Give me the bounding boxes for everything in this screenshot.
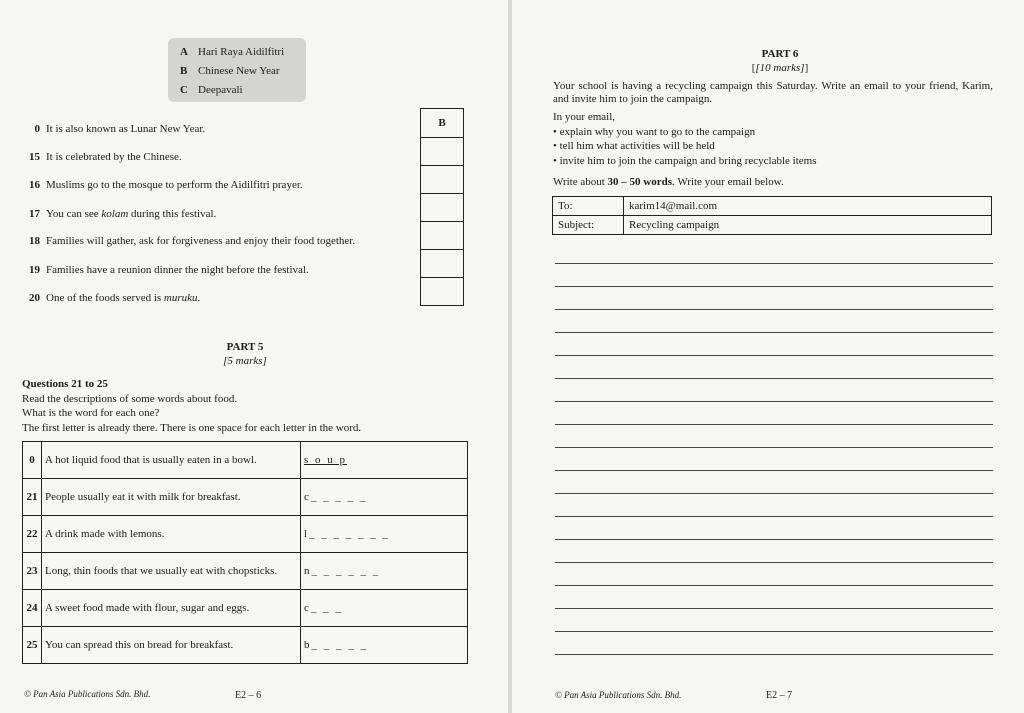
row-answer[interactable] xyxy=(301,479,468,516)
part5-title: PART 5 xyxy=(226,341,264,353)
part6-bullet-1: • explain why you want to go to the campaign xyxy=(553,126,756,138)
part6-marks: [[10 marks]] xyxy=(751,62,809,74)
answer-blank[interactable]: c_ _ _ xyxy=(304,602,343,614)
table-row xyxy=(23,479,468,516)
option-a: A Hari Raya Aidilfitri xyxy=(180,46,285,58)
row-number: 0 xyxy=(23,442,42,479)
option-c: C Deepavali xyxy=(180,84,243,96)
writing-line[interactable] xyxy=(555,424,993,425)
statement-17: 17 You can see kolam during this festival. xyxy=(29,208,217,220)
answer-blank[interactable]: n_ _ _ _ _ _ xyxy=(304,565,381,577)
row-description: A hot liquid food that is usually eaten in a bowl. xyxy=(42,442,301,479)
row-description: People usually eat it with milk for breakfast. xyxy=(42,479,301,516)
row-number: 22 xyxy=(23,516,42,553)
writing-line[interactable] xyxy=(555,401,993,402)
table-row xyxy=(23,442,468,479)
option-b: B Chinese New Year xyxy=(180,65,280,77)
writing-line[interactable] xyxy=(555,378,993,379)
statement-20: 20 One of the foods served is muruku. xyxy=(29,292,201,304)
writing-line[interactable] xyxy=(555,355,993,356)
row-description: Long, thin foods that we usually eat with chopsticks. xyxy=(42,553,301,590)
part6-title: PART 6 xyxy=(761,48,799,60)
row-number: 23 xyxy=(23,553,42,590)
right-page-number: E2 – 7 xyxy=(766,690,793,701)
writing-line[interactable] xyxy=(555,539,993,540)
row-number: 25 xyxy=(23,627,42,664)
email-subject-row xyxy=(553,216,992,235)
email-to-label: To: xyxy=(553,197,624,216)
writing-line[interactable] xyxy=(555,608,993,609)
table-row xyxy=(23,627,468,664)
answer-cell-16[interactable] xyxy=(421,166,463,194)
statement-18: 18 Families will gather, ask for forgiveness and enjoy their food together. xyxy=(29,235,356,247)
writing-line[interactable] xyxy=(555,263,993,264)
part5-questions-label: Questions 21 to 25 xyxy=(22,378,108,390)
answer-blank[interactable]: c_ _ _ _ _ xyxy=(304,491,368,503)
writing-line[interactable] xyxy=(555,654,993,655)
food-words-table xyxy=(22,441,468,664)
email-to-row xyxy=(553,197,992,216)
festival-options-box xyxy=(168,38,306,102)
answer-cell-15[interactable] xyxy=(421,138,463,166)
left-footer-publisher: © Pan Asia Publications Sdn. Bhd. xyxy=(24,689,151,699)
table-row xyxy=(23,516,468,553)
writing-line[interactable] xyxy=(555,447,993,448)
part5-instruction-2: What is the word for each one? xyxy=(22,407,160,419)
statement-15: 15 It is celebrated by the Chinese. xyxy=(29,151,182,163)
part6-intro: Your school is having a recycling campaign this Saturday. Write an email to your friend, Karim, and invite him to join the campaign. xyxy=(553,80,993,105)
writing-line[interactable] xyxy=(555,309,993,310)
writing-line[interactable] xyxy=(555,493,993,494)
writing-line[interactable] xyxy=(555,631,993,632)
part5-instruction-3: The first letter is already there. There is one space for each letter in the word. xyxy=(22,422,362,434)
row-number: 21 xyxy=(23,479,42,516)
answer-blank[interactable]: l_ _ _ _ _ _ _ xyxy=(304,528,391,540)
part5-marks: [5 marks] xyxy=(223,355,267,367)
answer-cell-19[interactable] xyxy=(421,250,463,278)
statement-16: 16 Muslims go to the mosque to perform the Aidilfitri prayer. xyxy=(29,179,303,191)
table-row xyxy=(23,590,468,627)
answer-cell-20[interactable] xyxy=(421,278,463,306)
email-subject-label: Subject: xyxy=(553,216,624,235)
writing-line[interactable] xyxy=(555,286,993,287)
answer-cell-18[interactable] xyxy=(421,222,463,250)
row-answer[interactable] xyxy=(301,553,468,590)
statement-19: 19 Families have a reunion dinner the night before the festival. xyxy=(29,264,309,276)
answer-blank[interactable]: b_ _ _ _ _ xyxy=(304,639,368,651)
statement-0: 0 It is also known as Lunar New Year. xyxy=(34,123,206,135)
email-subject-value: Recycling campaign xyxy=(624,216,992,235)
writing-line[interactable] xyxy=(555,516,993,517)
right-page xyxy=(512,0,1024,713)
email-to-value: karim14@mail.com xyxy=(624,197,992,216)
answer-cell-17[interactable] xyxy=(421,194,463,222)
row-description: A drink made with lemons. xyxy=(42,516,301,553)
part6-word-instruction: Write about 30 – 50 words. Write your email below. xyxy=(553,176,784,188)
part6-bullet-3: • invite him to join the campaign and bring recyclable items xyxy=(553,155,817,167)
left-page-number: E2 – 6 xyxy=(235,690,262,701)
part5-instruction-1: Read the descriptions of some words about food. xyxy=(22,393,238,405)
row-description: You can spread this on bread for breakfast. xyxy=(42,627,301,664)
writing-line[interactable] xyxy=(555,562,993,563)
part6-bullet-2: • tell him what activities will be held xyxy=(553,140,715,152)
email-header-table xyxy=(552,196,992,235)
row-answer[interactable] xyxy=(301,590,468,627)
part6-in-email: In your email, xyxy=(553,111,616,123)
answer-column xyxy=(420,108,464,306)
writing-line[interactable] xyxy=(555,470,993,471)
table-row xyxy=(23,553,468,590)
writing-line[interactable] xyxy=(555,332,993,333)
row-description: A sweet food made with flour, sugar and eggs. xyxy=(42,590,301,627)
answer-cell-0: B xyxy=(421,109,463,138)
writing-line[interactable] xyxy=(555,585,993,586)
answer-example: s o u p xyxy=(304,454,348,466)
right-footer-publisher: © Pan Asia Publications Sdn. Bhd. xyxy=(555,690,682,700)
row-number: 24 xyxy=(23,590,42,627)
row-answer[interactable] xyxy=(301,627,468,664)
row-answer[interactable] xyxy=(301,516,468,553)
book-spine xyxy=(508,0,512,713)
row-answer xyxy=(301,442,468,479)
